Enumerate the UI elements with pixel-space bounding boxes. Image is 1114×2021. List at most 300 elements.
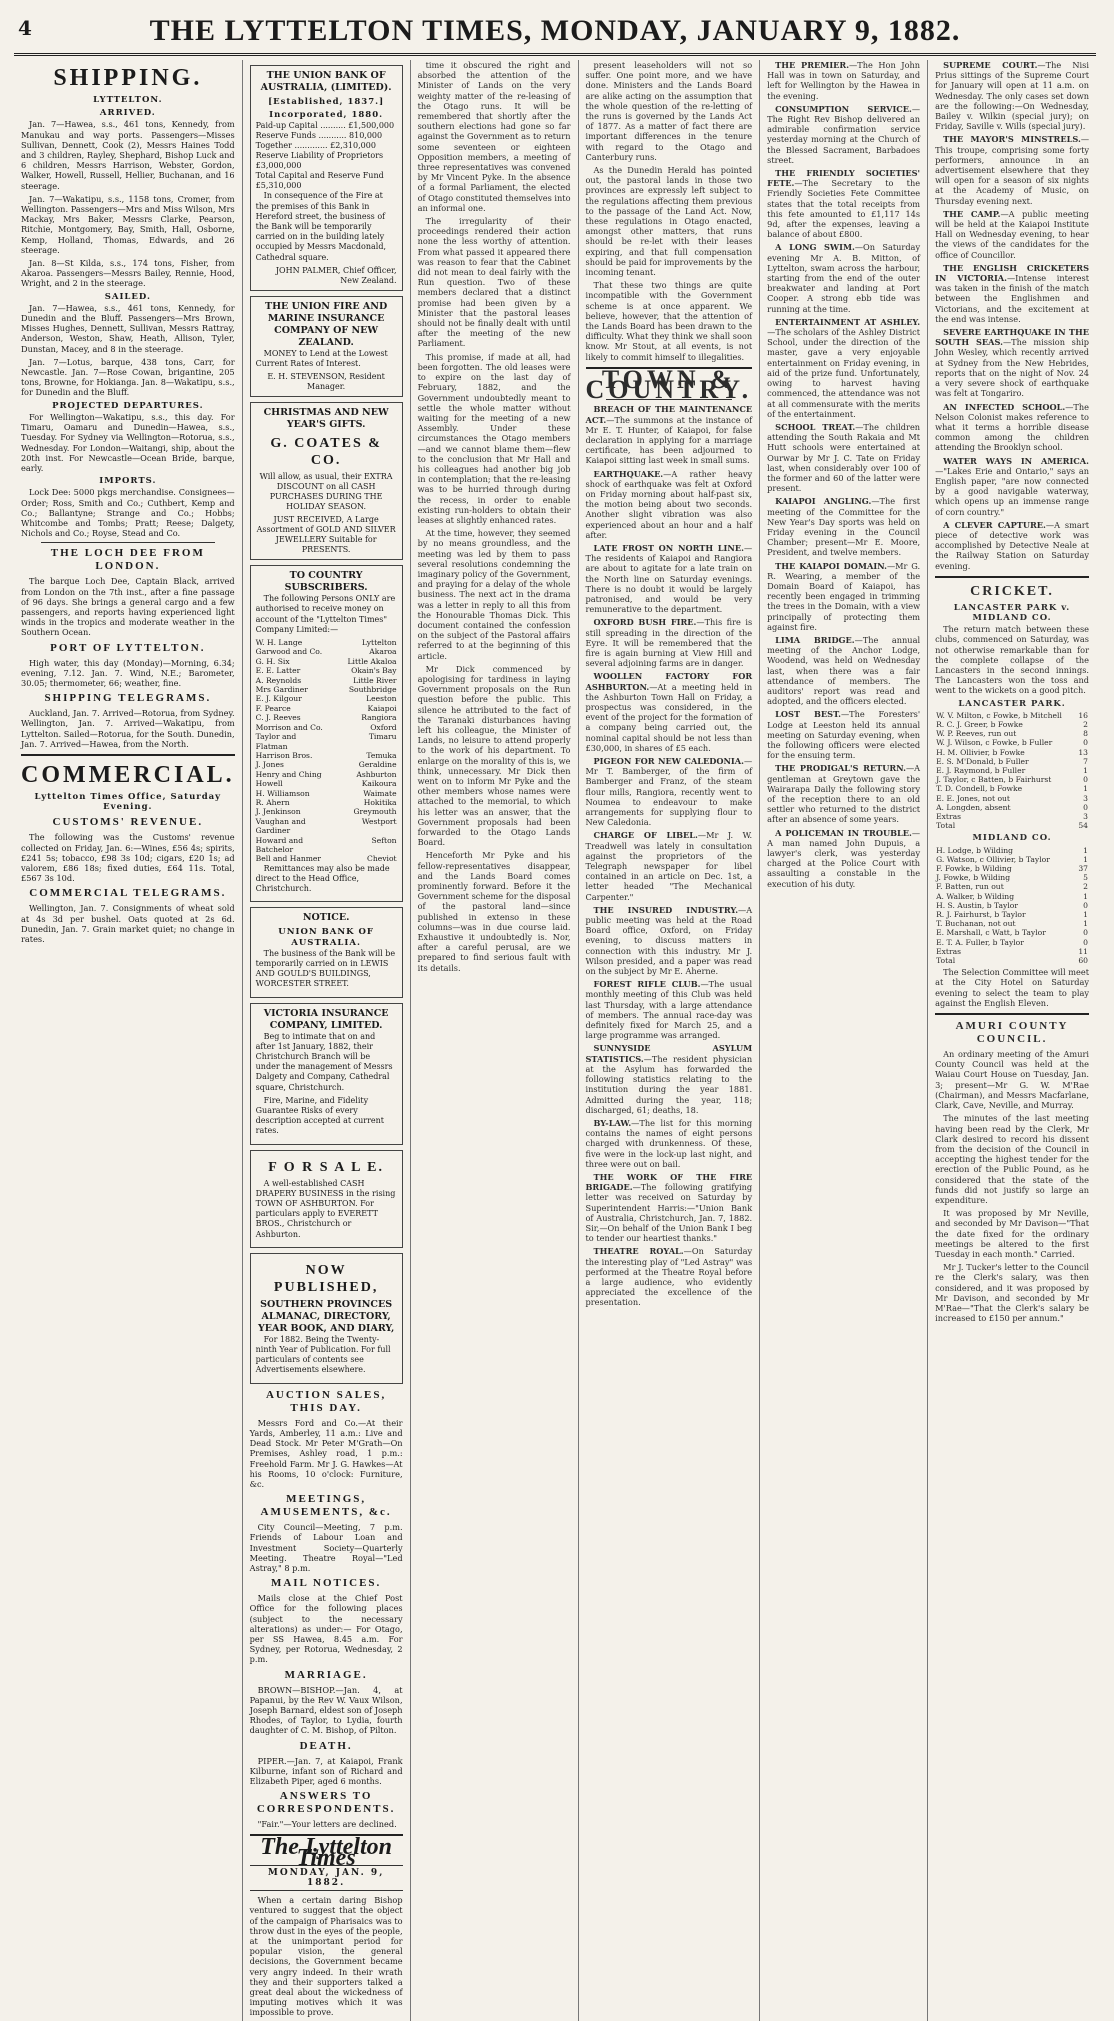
agent-name: Harrison Bros. [255, 750, 313, 760]
meetings-heading: MEETINGS, AMUSEMENTS, &c. [260, 1493, 392, 1519]
batsman: E. T. A. Fuller, b Taylor [936, 937, 1024, 947]
news-item-lead: BY-LAW. [593, 1117, 632, 1128]
lancaster-scorecard [935, 711, 1089, 831]
news-item-lead: THE MAYOR'S MINSTRELS. [943, 134, 1081, 145]
correspondents-heading: ANSWERS TO CORRESPONDENTS. [256, 1790, 396, 1816]
batsman: J. Fowke, b Wilding [936, 873, 1011, 883]
score-row [935, 766, 1089, 775]
news-item-text: —The list for this morning contains the names of eight persons charged with drunkenness. Of these, five were in the lock-up last night, and three were out on bail. [585, 1117, 753, 1169]
news-item-text: —The summons at the instance of Mr E. T. Hunter, of Kaiapoi, for false declaration in applying for a marriage certificate, has been adjourned to Kaiapoi sitting last week in small sums. [585, 414, 753, 466]
column-cricket-council [928, 60, 1096, 2021]
score-row [935, 910, 1089, 919]
news-item-lead: BREACH OF THE MAINTENANCE ACT. [585, 404, 753, 425]
news-item [586, 543, 753, 614]
runs: 0 [1083, 928, 1088, 938]
news-item-lead: PIGEON FOR NEW CALEDONIA. [593, 756, 744, 766]
news-item [767, 635, 920, 706]
news-item [935, 402, 1089, 453]
agent-name: J. Jenkinson [255, 807, 301, 817]
batsman: E. E. Jones, not out [936, 793, 1010, 803]
coates-received: JUST RECEIVED, A Large Assortment of GOLD AND SILVER JEWELLERY Suitable for PRESENTS. [256, 515, 396, 555]
score-row [935, 729, 1089, 738]
runs: 37 [1078, 864, 1088, 874]
news-item-text: —Mr T. Bamberger, of the firm of Bamberger and Franz, of the steam flour mills, Rangiora, recently went to Noumea to endeavour to make arrangements for supplying flour to New Caledonia. [585, 756, 753, 828]
bank-established: [Established, 1837.] [268, 97, 385, 107]
score-row [935, 901, 1089, 910]
bank-line: Reserve Liability of Proprietors £3,000,000 [255, 151, 384, 171]
departures-label: PROJECTED DEPARTURES. [52, 400, 204, 411]
agent-name: Bell and Hanmer [255, 854, 322, 864]
runs: 1 [1083, 919, 1088, 929]
agent-name: E. E. Latter [255, 666, 301, 676]
bank-line: Total Capital and Reserve Fund £5,310,000 [255, 171, 384, 191]
score-row [935, 938, 1089, 947]
news-item-text: —The Foresters' Lodge at Leeston held its annual meeting on Saturday evening, when the following officers were elected for the ensuing term. [767, 709, 921, 761]
score-row [935, 803, 1089, 812]
agent-town: Hokitika [363, 797, 397, 807]
column-news-continued [760, 60, 928, 2021]
news-item [767, 496, 920, 557]
news-item [767, 828, 920, 889]
runs: 1 [1083, 766, 1088, 775]
batsman: E. Marshall, c Watt, b Taylor [936, 928, 1046, 938]
telegrams-text: Auckland, Jan. 7. Arrived—Rotorua, from Sydney. Wellington, Jan. 7. Arrived—Wakatipu, from Lyttelton. Sailed—Rotorua, for the South. Dunedin, Jan. 7. Arrived—Hawea, from the North. [21, 708, 235, 749]
runs: 1 [1083, 910, 1088, 920]
news-item-lead: SEVERE EARTHQUAKE IN THE SOUTH SEAS. [935, 327, 1089, 348]
marriage-text: BROWN—BISHOP.—Jan. 4, at Papanui, by the Rev W. Vaux Wilson, Joseph Barnard, eldest son of Joseph Rhodes, of Taylor, to Lydia, fourth daughter of C. M. Bishop, of Pilton. [249, 1684, 403, 1736]
masthead [14, 10, 1096, 56]
news-item [767, 763, 920, 824]
marriage-heading: MARRIAGE. [284, 1668, 368, 1681]
batsman: H. M. Ollivier, b Fowke [936, 747, 1025, 757]
agent-name: Garwood and Co. [255, 647, 323, 657]
batsman: T. Buchanan, not out [936, 919, 1016, 929]
commercial-heading: COMMERCIAL. [21, 761, 235, 788]
batsman: Extras [936, 812, 962, 822]
agent-name: C. J. Reeves [255, 713, 301, 723]
amuri-paragraph: The minutes of the last meeting having been read by the Clerk, Mr Clark desired to record his dissent from the decision of the Council in accepting the highest tender for the erection of the Public Pound, as he considered that the state of the funds did not justify so large an expenditure. [935, 1113, 1089, 1205]
agent-name: Howell [255, 779, 283, 789]
agent-name: W. H. Lange [255, 638, 303, 648]
news-item [935, 263, 1089, 324]
bank-sign: JOHN PALMER, Chief Officer, New Zealand. [275, 265, 397, 285]
column-town-country [579, 60, 761, 2021]
sailed-text: Jan. 7—Hawea, s.s., 461 tons, Kennedy, for Dunedin and the Bluff. Passengers—Mrs Brown, Misses Hughes, Dennett, Sullivan, Messrs Rattray, Anderson, Weston, Shaw, Heath, Allison, Tyler, Dunstan, Macey, and 8 in the steerage. [21, 302, 235, 354]
divider [41, 542, 215, 543]
xmas-heading: CHRISTMAS AND NEW YEAR'S GIFTS. [263, 407, 389, 431]
runs: 1 [1083, 845, 1088, 855]
leader-paragraph: The irregularity of their proceedings rendered their action none the less worthy of attention. From what passed it appeared there was reason to fear that the Cabinet did not mean to deal fairly with the Run question. Two of these members declared that a distinct promise had been given by a Minister that the pastoral leases should not be finally dealt with until after the meeting of the new Parliament. [417, 216, 571, 349]
insurance-text: MONEY to Lend at the Lowest Current Rates of Interest. [255, 348, 388, 369]
news-item [586, 1172, 753, 1243]
news-item-text: —The Secretary to the Friendly Societies Fete Committee states that the total receipts from this fete amounted to £1,117 14s 9d, after the expenses, leaving a balance of about £800. [767, 178, 921, 240]
news-item [935, 327, 1089, 398]
news-item-lead: EARTHQUAKE. [593, 468, 664, 479]
news-item-text: —A public meeting will be held at the Kaiapoi Institute Hall on Wednesday evening, to hear the views of the candidates for the office of Councillor. [935, 208, 1089, 260]
score-row [935, 784, 1089, 793]
for-sale-text: A well-established CASH DRAPERY BUSINESS in the rising TOWN OF ASHBURTON. For particulars apply to EVERETT BROS., Christchurch or Ashburton. [255, 1178, 396, 1239]
almanac-heading: NOW PUBLISHED, [273, 1262, 379, 1295]
lyttelton-heading: LYTTELTON. [93, 95, 163, 105]
insurance-heading: THE UNION FIRE AND MARINE INSURANCE COMPANY OF NEW ZEALAND. [265, 300, 388, 348]
divider [935, 1013, 1089, 1015]
news-item-lead: LATE FROST ON NORTH LINE. [593, 542, 744, 553]
news-item-lead: KAIAPOI ANGLING. [775, 496, 872, 507]
agent-name: Morrison and Co. [255, 722, 323, 732]
notice-text: The business of the Bank will be temporarily carried on in LEWIS AND GOULD'S BUILDINGS, WORCESTER STREET. [255, 948, 396, 989]
news-item-lead: SUNNYSIDE ASYLUM STATISTICS. [585, 1043, 753, 1064]
news-item-text: —The usual monthly meeting of this Club was held last Thursday, with a large attendance of members. The annual race-day was definitely fixed for March 25, and a large programme was arranged. [585, 979, 753, 1041]
meetings-text: City Council—Meeting, 7 p.m. Friends of Labour Loan and Investment Society—Quarterly Meeting. Theatre Royal—"Led Astray," 8 p.m. [249, 1522, 403, 1573]
lancaster-label: LANCASTER PARK. [958, 698, 1066, 709]
news-item-text: —At a meeting held in the Ashburton Town Hall on Friday, a prospectus was considered, in the event of the project for the formation of a company being carried out, the nominal capital should be not less than £30,000, in shares of £5 each. [585, 681, 753, 753]
leader-paragraph: At the time, however, they seemed by no means groundless, and the meeting was led by them to pass several resolutions condemning the imaginary policy of the Government, and praying for a delay of the whole business. The next act in the drama was a letter in reply to all this from the Honourable Thomas Dick. This document contained the confession on the subject of the Pastoral affairs referred to at the beginning of this article. [417, 528, 571, 661]
runs: 0 [1083, 738, 1088, 748]
batsman: W. P. Reeves, run out [936, 729, 1017, 739]
news-item-lead: WATER WAYS IN AMERICA. [943, 455, 1089, 466]
death-text: PIPER.—Jan. 7, at Kaiapoi, Frank Kilburne, infant son of Richard and Elizabeth Piper, aged 6 months. [249, 1755, 403, 1786]
leader-paragraph: time it obscured the right and absorbed the attention of the Minister of Lands on the very weighty matter of the re-leasing of the Otago runs. It will be remembered that shortly after the southern elections had gone so far against the Government as to return some seventeen or eighteen Opposition members, a meeting of three representatives was convened by Mr Vincent Pyke. In the absence of a formal Parliament, the elected of Otago constituted themselves into an informal one. [417, 60, 571, 213]
news-item-lead: THE INSURED INDUSTRY. [593, 904, 739, 915]
news-item-text: —The Nisi Prius sittings of the Supreme Court for January will open at 11 a.m. on Wednesday. The only cases set down are the following:—On Wednesday, Bailey v. Wilkin (special jury); on Friday, Saville v. Wills (special jury). [935, 60, 1089, 132]
auction-heading: AUCTION SALES, THIS DAY. [265, 1388, 387, 1414]
notice-heading: NOTICE. [302, 912, 350, 924]
page-number: 4 [18, 16, 32, 40]
union-notice-ad [250, 907, 403, 997]
score-row [935, 956, 1089, 965]
amuri-paragraph: It was proposed by Mr Neville, and seconded by Mr Davison—"That the date fixed for the ordinary meetings be altered to the first Tuesday in each month." Carried. [935, 1208, 1089, 1259]
departures-text: For Wellington—Wakatipu, s.s., this day. For Timaru, Oamaru and Dunedin—Hawea, s.s., Tuesday. For Sydney via Wellington—Rotorua, s.s., Wednesday. For London—Waitangi, ship, about the 20th inst. For Newcastle—Ocean Bride, barque, early. [21, 411, 235, 473]
score-row [935, 928, 1089, 937]
agent-name: E. J. Kilgour [255, 694, 302, 704]
almanac-title: SOUTHERN PROVINCES ALMANAC, DIRECTORY, YEAR BOOK, AND DIARY, [257, 1298, 395, 1334]
mail-text: Mails close at the Chief Post Office for the following places (subject to the necessary alterations) as under:— For Otago, per SS Hawea, 8.45 a.m. For Sydney, per Rotorua, Wednesday, 2 p.m. [249, 1593, 403, 1665]
news-item-lead: A CLEVER CAPTURE. [943, 519, 1046, 530]
column-shipping [14, 60, 243, 2021]
runs: 1 [1083, 854, 1088, 864]
news-item-text: —Mr G. R. Wearing, a member of the Domain Board of Kaiapoi, has recently been engaged in trimming the trees in the Domain, with a view principally of protecting them against fire. [767, 560, 921, 632]
shipping-heading: SHIPPING. [53, 65, 203, 91]
agent-town: Little River [353, 675, 397, 685]
bank-incorporated: Incorporated, 1880. [269, 110, 384, 121]
news-item-text: —This fire is still spreading in the direction of the Eyre. It will be remembered that the fire is again burning at View Hill and several adjoining farms are in danger. [585, 617, 753, 669]
score-row [935, 775, 1089, 784]
news-item [935, 456, 1089, 517]
batsman: Extras [936, 946, 962, 956]
news-item [586, 905, 753, 976]
news-item-lead: WOOLLEN FACTORY FOR ASHBURTON. [585, 671, 753, 692]
batsman: F. Batten, run out [936, 882, 1004, 892]
imports-label: IMPORTS. [99, 476, 157, 487]
news-item [586, 756, 753, 827]
insurance-ad [250, 296, 403, 397]
news-item-lead: THE CAMP. [943, 208, 1001, 219]
runs: 0 [1083, 900, 1088, 910]
leader-paragraph: Henceforth Mr Pyke and his fellow-representatives disappear, and the Lands Board comes prominently forward. Before it the Government scheme for the disposal of the pastoral land—since published in extenso in these columns—was in due course laid. Exhaustive it undoubtedly is. Nor, after a careful perusal, are we prepared to find serious fault with its details. [417, 850, 571, 973]
agent-name: Henry and Ching [255, 769, 322, 779]
runs: 8 [1083, 729, 1088, 739]
batsman: A. Walker, b Wilding [936, 891, 1015, 901]
news-item-text: —A man named John Dupuis, a lawyer's clerk, was yesterday charged at the Police Court with assaulting a constable in the execution of his duty. [767, 827, 921, 889]
runs: 7 [1083, 756, 1088, 766]
agent-name: F. Pearce [255, 703, 291, 713]
agent-name: Vaughan and Gardiner [255, 816, 306, 836]
bank-heading: THE UNION BANK OF AUSTRALIA, (LIMITED). [260, 70, 392, 93]
midland-label: MIDLAND CO. [972, 833, 1052, 844]
agent-town: Cheviot [367, 854, 397, 864]
news-item-lead: OXFORD BUSH FIRE. [593, 617, 697, 628]
batsman: H. S. Austin, b Taylor [936, 900, 1018, 910]
news-item [586, 830, 753, 901]
news-item [767, 317, 920, 419]
agent-town: Leeston [366, 694, 397, 704]
cricket-text: The return match between these clubs, commenced on Saturday, was not otherwise remarkable than for the complete collapse of the Lancasters in the second innings. The Lancasters won the toss and went to the wickets on a good pitch. [935, 624, 1089, 696]
news-item-text: —The Nelson Colonist makes reference to what it terms a horrible disease common among the children attending the Brooklyn school. [935, 401, 1089, 453]
news-item-lead: ENTERTAINMENT AT ASHLEY. [775, 316, 921, 327]
score-row [935, 919, 1089, 928]
score-row [935, 812, 1089, 821]
amuri-paragraph: An ordinary meeting of the Amuri County Council was held at the Waiau Court House on Tuesday, Jan. 3; present—Mr G. W. M'Rae (Chairman), and Messrs Macfarlane, Clark, Cave, Neville, and Murray. [935, 1049, 1089, 1111]
runs: 16 [1078, 710, 1088, 720]
news-item-lead: THE KAIAPOI DOMAIN. [775, 560, 887, 571]
news-item-text: —The Hon John Hall was in town on Saturday, and left for Wellington by the Hawea in the evening. [767, 60, 921, 101]
agent-town: Temuka [366, 750, 397, 760]
agent-name: Howard and Batchelor [255, 835, 304, 854]
agent-name: J. Jones [255, 760, 284, 770]
agent-town: Greymouth [353, 807, 397, 817]
news-item [935, 520, 1089, 571]
news-item-lead: THE ENGLISH CRICKETERS IN VICTORIA. [935, 262, 1089, 284]
comm-tel-text: Wellington, Jan. 7. Consignments of wheat sold at 4s 3d per bushel. Oats quoted at 2s 6d. Dunedin, Jan. 7. Grain market quiet; no change in rates. [21, 903, 235, 944]
leader-paragraph: That these two things are quite incompatible with the Government scheme is at once apparent. We believe, however, that the attention of the Lands Board has been drawn to the difficulty. What they think we shall soon know. Mr Stout, at all events, is not likely to commit himself to illegalities. [585, 280, 753, 362]
score-row [935, 720, 1089, 729]
news-item [586, 404, 753, 465]
batsman: J. Taylor, c Batten, b Fairhurst [936, 775, 1052, 785]
news-item-text: —The resident physician at the Asylum has forwarded the following statistics relating to the institution during the year 1881. Admitted during the year, 118; discharged, 61; deaths, 18. [585, 1053, 753, 1115]
comm-tel-heading: COMMERCIAL TELEGRAMS. [29, 887, 227, 900]
news-item [767, 104, 920, 165]
batsman: W. V. Milton, c Fowke, b Mitchell [936, 710, 1062, 720]
score-row [935, 864, 1089, 873]
news-item [586, 617, 753, 668]
news-item-lead: A LONG SWIM. [775, 242, 855, 253]
cricket-note: The Selection Committee will meet at the City Hotel on Saturday evening to select the team to play against the English Eleven. [935, 967, 1089, 1008]
news-item [767, 422, 920, 493]
bank-line: Reserve Funds ........... 810,000 [255, 131, 383, 141]
leader-text: When a certain daring Bishop ventured to suggest that the object of the campaign of Pharisaics was to throw dust in the eyes of the people, at the unimportant period for popular vision, the general decisions, the Government became very angry indeed. In their wrath they and their supporters talked a great deal about the wickedness of imputing motives which it was impossible to prove. [249, 1895, 403, 2018]
victoria-sign: Fire, Marine, and Fidelity Guarantee Risks of every description accepted at current rates. [255, 1095, 384, 1136]
score-row [935, 855, 1089, 864]
news-item-text: —The residents of Kaiapoi and Rangiora are about to agitate for a late train on the North line on Saturday evenings. There is no doubt it would be largely patronised, and would be very remunerative to the department. [585, 542, 753, 615]
news-item-lead: THE PRODIGAL'S RETURN. [775, 763, 906, 774]
news-item [935, 60, 1089, 131]
bank-notice: In consequence of the Fire at the premises of this Bank in Hereford street, the business of the Bank will be temporarily carried on in the building lately occupied by Messrs Macdonald, Cathedral square. [255, 191, 386, 262]
score-row [935, 873, 1089, 882]
runs: 60 [1078, 956, 1088, 966]
news-item-lead: CHARGE OF LIBEL. [593, 830, 698, 841]
agent-name: Mrs Gardiner [255, 685, 308, 695]
news-item-text: —The following gratifying letter was received on Saturday by Superintendent Harris:—"Union Bank of Australia, Christchurch, Jan. 7, 1882. Sir,—On behalf of the Union Bank I beg to tender our heartiest thanks." [585, 1182, 753, 1244]
news-item-text: —On Saturday the interesting play of "Led Astray" was performed at the Theatre Royal before a large audience, who evidently appreciated the excellence of the presentation. [585, 1246, 753, 1308]
news-item [767, 561, 920, 632]
cricket-match: LANCASTER PARK v. MIDLAND CO. [953, 602, 1071, 623]
runs: 0 [1083, 802, 1088, 812]
port-text: High water, this day (Monday)—Morning, 6.34; evening, 7.12. Jan. 7. Wind, N.E.; Barometer, 30.05; thermometer, 66; weather, fine. [21, 657, 235, 688]
news-item-text: —The mission ship John Wesley, which recently arrived at Sydney from the New Hebrides, reports that on the night of Nov. 24 a very severe shock of earthquake was felt at Tongariro. [935, 337, 1090, 399]
score-row [935, 882, 1089, 891]
columns [14, 60, 1096, 2018]
score-row [935, 748, 1089, 757]
agent-town: Ashburton [356, 769, 397, 779]
news-item-text: —On Saturday evening Mr A. B. Mitton, of Lyttelton, swam across the harbour, starting from the end of the outer breakwater and landing at Port Cooper. A strong ebb tide was running at the time. [767, 242, 921, 314]
batsman: T. D. Condell, b Fowke [936, 784, 1023, 794]
news-item-lead: FOREST RIFLE CLUB. [593, 979, 701, 990]
agent-town: Westport [361, 816, 397, 826]
batsman: R. C. J. Greer, b Fowke [936, 719, 1023, 729]
news-item-lead: AN INFECTED SCHOOL. [943, 401, 1066, 412]
news-item-text: —The first meeting of the Committee for the New Year's Day sports was held on Friday evening in the Council Chamber; present—Mr E. Moore, President, and twelve members. [767, 496, 921, 558]
amuri-heading: AMURI COUNTY COUNCIL. [955, 1020, 1069, 1046]
news-item [935, 134, 1089, 205]
for-sale-ad [250, 1150, 403, 1248]
runs: 5 [1083, 873, 1088, 883]
telegrams-heading: SHIPPING TELEGRAMS. [44, 692, 212, 705]
leader-paragraph: As the Dunedin Herald has pointed out, the pastoral lands in those two provinces are expressly left subject to the regulations affecting them previous to the passage of the Land Act. Now, these regulations in Otago enacted, amongst other matters, that runs should be re-let with their leases expiring, and that full compensation should be paid for improvements by the incoming tenant. [585, 165, 753, 278]
bank-line: Paid-up Capital .......... £1,500,000 [255, 121, 395, 131]
runs: 3 [1083, 793, 1088, 803]
loch-text: The barque Loch Dee, Captain Black, arrived from London on the 7th inst., after a fine passage of 96 days. She brings a general cargo and a few passengers, and reports having experienced light winds in the tropics and moderate weather in the Southern Ocean. [21, 576, 235, 638]
batsman: Total [936, 821, 956, 831]
leader-paragraph: present leaseholders will not so suffer. One point more, and we have done. Ministers and the Lands Board are alike acting on the assumption that the whole question of the re-letting of the runs is governed by the Lands Act of 1877. As a matter of fact there are important differences in the tenure with regard to the Otago and Canterbury runs. [585, 60, 753, 162]
country-subscribers-ad [250, 565, 403, 902]
news-item [586, 469, 753, 540]
runs: 0 [1083, 937, 1088, 947]
news-item-text: —This troupe, comprising some forty performers, announce in an advertisement elsewhere that they will open for a season of six nights at the Academy of Music, on Thursday evening next. [935, 134, 1089, 206]
news-item [935, 209, 1089, 260]
victoria-ad [250, 1003, 403, 1145]
agents-list [256, 638, 397, 864]
news-item-text: —"Lakes Erie and Ontario," says an English paper, "are now connected by a good navigable waterway, which opens up an immense range of corn country." [935, 465, 1089, 517]
port-heading: PORT OF LYTTELTON. [50, 641, 206, 654]
score-row [935, 892, 1089, 901]
news-item-lead: THE WORK OF THE FIRE BRIGADE. [585, 1171, 753, 1193]
news-item-lead: THEATRE ROYAL. [593, 1246, 684, 1257]
runs: 0 [1083, 775, 1088, 785]
news-item-lead: LOST BEST. [775, 709, 841, 720]
agent-town: Southbridge [348, 685, 397, 695]
news-items [586, 404, 753, 1307]
news-items [767, 60, 920, 889]
agent-town: Sefton [371, 835, 397, 845]
news-item [586, 1118, 753, 1169]
news-items [935, 60, 1089, 571]
commercial-sub: Lyttelton Times Office, Saturday Evening. [34, 791, 222, 813]
agent-name: R. Ahern [255, 797, 290, 807]
agent-town: Kaiapoi [367, 703, 397, 713]
mail-heading: MAIL NOTICES. [270, 1577, 382, 1590]
agent-town: Kaikoura [361, 779, 397, 789]
divider [21, 754, 235, 756]
runs: 54 [1078, 821, 1088, 831]
news-item [767, 709, 920, 760]
loch-heading: THE LOCH DEE FROM LONDON. [50, 547, 205, 573]
batsman: W. J. Wilson, c Fowke, b Fuller [936, 738, 1053, 748]
news-item-lead: CONSUMPTION SERVICE. [775, 103, 912, 114]
news-item [767, 168, 920, 239]
agent-town: Little Akaloa [347, 656, 397, 666]
coates-ad [250, 402, 403, 560]
runs: 2 [1083, 719, 1088, 729]
runs: 1 [1083, 784, 1088, 794]
union-bank-ad [250, 65, 403, 291]
town-country-heading: TOWN & COUNTRY. [585, 364, 753, 405]
news-item [586, 671, 753, 753]
arrived-label: ARRIVED. [99, 108, 156, 119]
agent-name: A. Reynolds [255, 675, 302, 685]
country-text: The following Persons ONLY are authorised to receive money on account of the "Lyttelton Times" Company Limited:— [255, 594, 396, 634]
runs: 13 [1078, 747, 1088, 757]
runs: 3 [1083, 812, 1088, 822]
score-row [935, 738, 1089, 747]
death-heading: DEATH. [299, 1739, 353, 1752]
cricket-heading: CRICKET. [970, 583, 1054, 599]
batsman: E. S. M'Donald, b Fuller [936, 756, 1029, 766]
coates-text: Will allow, as usual, their EXTRA DISCOUNT on all CASH PURCHASES DURING THE HOLIDAY SEASON. [259, 472, 393, 512]
customs-heading: CUSTOMS' REVENUE. [52, 816, 204, 829]
column-advertisements [243, 60, 411, 2021]
batsman: H. Lodge, b Wilding [936, 845, 1014, 855]
country-note: Remittances may also be made direct to the Head Office, Christchurch. [255, 863, 390, 894]
news-item-text: —The Right Rev Bishop delivered an admirable confirmation service yesterday morning at the Church of the Blessed Sacrament, Barbadoes street. [767, 103, 921, 165]
amuri-paragraph: Mr J. Tucker's letter to the Council re the Clerk's salary, was then considered, and it was proposed by Mr Davison, and seconded by Mr M'Rae—"That the Clerk's salary be increased to £150 per annum." [935, 1262, 1089, 1324]
news-item-lead: THE PREMIER. [775, 60, 850, 70]
leader-paragraph: Mr Dick commenced by apologising for tardiness in laying Government proposals on the Run question before the public. This silence he attributed to the fact of the Taranaki disturbances having left his colleague, the Minister of Lands, no leisure to attend properly to the work of his department. To enlarge on the morality of this is, we think, unnecessary. Mr Dick then went on to inform Mr Pyke and the other members whose names were attached to the memorial, to which his letter was an answer, that the Government proposals had been forwarded to the Otago Lands Board. [417, 663, 571, 848]
score-row [935, 947, 1089, 956]
agent-name: H. Williamson [255, 788, 310, 798]
arrived-text-2: Jan. 7—Wakatipu, s.s., 1158 tons, Cromer, from Wellington. Passengers—Mrs and Miss Wilson, Mrs Mackay, Mrs Baker, Messrs Clarke, Pearson, Ritchie, Montgomery, Bay, Smith, Hall, Osborne, Kemp, Holland, Thomas, Edwards, and 26 steerage. [21, 193, 235, 255]
agent-name: Taylor and Flatman [255, 732, 297, 751]
column-leader [411, 60, 579, 2021]
score-row [935, 757, 1089, 766]
news-item-lead: A POLICEMAN IN TROUBLE. [775, 827, 912, 838]
agent-town: Lyttelton [361, 638, 397, 648]
auction-text: Messrs Ford and Co.—At their Yards, Amberley, 11 a.m.: Live and Dead Stock. Mr Peter M'Grath—On Premises, Ashley road, 1 p.m.: Freehold Farm. Mr J. G. Hawkes—At his Rooms, 10 o'clock: Furniture, &c. [249, 1417, 403, 1489]
batsman: Total [936, 956, 956, 966]
news-item-lead: SUPREME COURT. [943, 60, 1038, 70]
batsman: G. Watson, c Ollivier, b Taylor [936, 854, 1050, 864]
leader-paragraph: This promise, if made at all, had been forgotten. The old leases were to expire on the last day of February, 1882, and the Government undoubtedly meant to settle the whole matter without waiting for the meeting of a new Assembly. Under these circumstances the Otago members—and we cannot blame them—flew to the conclusion that Mr Hall and his colleagues had another big job in contemplation; that the re-leasing was to be hurried through during the recess, in order to enable existing run-holders to obtain their leases at slightly enhanced rates. [417, 351, 571, 525]
imports-text: Lock Dee: 5000 pkgs merchandise. Consignees—Order; Ross, Smith and Co.; Cuthbert, Kemp and Co.; Ballantyne; Strange and Co.; Hobbs; Whitcombe and Tombs; Pratt; Reese; Dalgety, Nichols and Co.; Royse, Stead and Co. [21, 487, 235, 539]
score-row [935, 711, 1089, 720]
agent-town: Waimate [363, 788, 397, 798]
runs: 11 [1078, 946, 1088, 956]
news-item-text: —The scholars of the Ashley District School, under the direction of the master, gave a very enjoyable entertainment on Friday evening, in aid of the prize fund. Unfortunately, owing to harvest having commenced, the attendance was not at all commensurate with the merits of the entertainment. [767, 327, 921, 419]
arrived-text: Jan. 7—Hawea, s.s., 461 tons, Kennedy, from Manukau and way ports. Passengers—Misses Sullivan, Dennett, Cook (2), Messrs Haines Todd and 3 children, Rayley, Shephard, Bishop Luck and 6 children, Messrs Harrison, Webster, Gordon, Walker, Howell, Russell, Hellier, Buchanan, and 16 steerage. [21, 119, 235, 191]
victoria-text: Beg to intimate that on and after 1st January, 1882, their Christchurch Branch will be under the management of Messrs Dalgety and Company, Cathedral square, Christchurch. [255, 1031, 393, 1092]
country-heading: TO COUNTRY SUBSCRIBERS. [284, 570, 368, 594]
correspondents-text: "Fair."—Your letters are declined. [257, 1819, 397, 1830]
batsman: R. J. Fairhurst, b Taylor [936, 910, 1026, 920]
times-date: MONDAY, JAN. 9, 1882. [250, 1865, 403, 1891]
news-item-text: —A gentleman at Greytown gave the Wairarapa Daily the following story of the reception there to an old settler who returned to the district after an absence of some years. [767, 763, 921, 825]
sailed-label: SAILED. [104, 291, 151, 302]
batsman: E. J. Raymond, b Fuller [936, 766, 1026, 775]
insurance-sign: E. H. STEVENSON, Resident Manager. [267, 372, 385, 392]
batsman: A. Longden, absent [936, 802, 1011, 812]
news-item-lead: THE FRIENDLY SOCIETIES' FETE. [767, 168, 921, 189]
news-item [586, 979, 753, 1040]
news-item-text: —The children attending the South Rakaia and Mt Hutt schools were entertained at Ourwar by Mr J. C. Tate on Friday last, when considerably over 100 of the former and 60 of the latter were present. [767, 421, 921, 494]
